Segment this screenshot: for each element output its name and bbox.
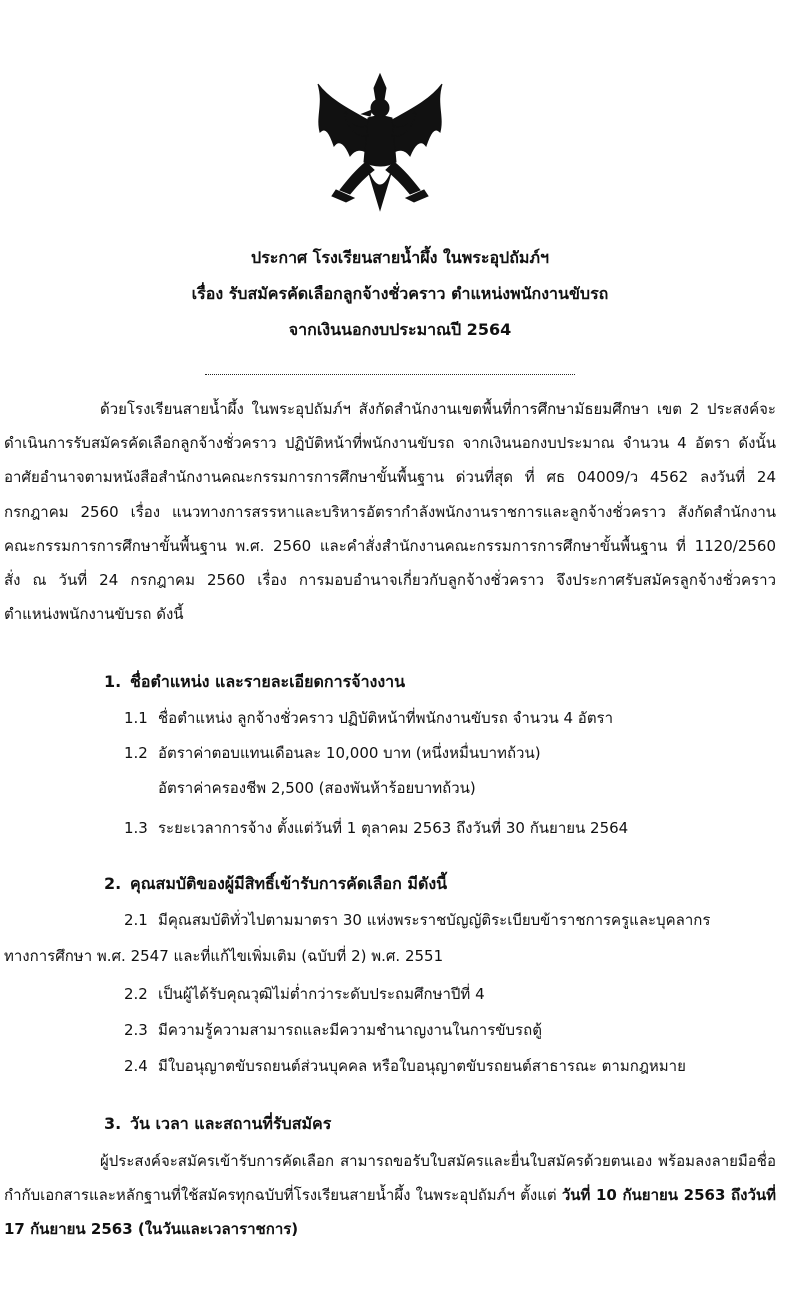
section-2-item-1: 2.1 มีคุณสมบัติทั่วไปตามมาตรา 30 แห่งพระราชบัญญัติระเบียบข้าราชการครูและบุคลากร — [124, 911, 711, 929]
section-1-item-2-continued: อัตราค่าครองชีพ 2,500 (สองพันห้าร้อยบาทถ้วน) — [158, 779, 476, 797]
document-title: ประกาศ โรงเรียนสายน้ำผึ้ง ในพระอุปถัมภ์ฯ — [251, 248, 549, 267]
intro-paragraph — [4, 392, 776, 631]
section-3-paragraph — [4, 1144, 776, 1247]
dotted-divider — [205, 360, 575, 375]
section-2-item-1-continued: ทางการศึกษา พ.ศ. 2547 และที่แก้ไขเพิ่มเติม (ฉบับที่ 2) พ.ศ. 2551 — [4, 947, 444, 965]
section-2-item-3: 2.3 มีความรู้ความสามารถและมีความชำนาญงานในการขับรถตู้ — [124, 1021, 542, 1039]
application-dates: วันที่ 10 กันยายน 2563 ถึงวันที่ 17 กันยายน 2563 (ในวันและเวลาราชการ) — [4, 1186, 777, 1239]
section-2-item-4: 2.4 มีใบอนุญาตขับรถยนต์ส่วนบุคคล หรือใบอนุญาตขับรถยนต์สาธารณะ ตามกฎหมาย — [124, 1057, 686, 1075]
garuda-emblem-icon — [310, 70, 450, 220]
section-3-text: ผู้ประสงค์จะสมัครเข้ารับการคัดเลือก สามารถขอรับใบสมัครและยื่นใบสมัครด้วยตนเอง พร้อมลงลายมือชื่อกำกับเอกสารและหลักฐานที่ใช้สมัครทุกฉบับที่โรงเรียนสายน้ำผึ้ง ในพระอุปถัมภ์ฯ ตั้งแต่ — [4, 1152, 776, 1205]
section-3-heading: 3. วัน เวลา และสถานที่รับสมัคร — [104, 1114, 332, 1133]
section-2-heading: 2. คุณสมบัติของผู้มีสิทธิ์เข้ารับการคัดเลือก มีดังนี้ — [104, 874, 448, 893]
document-subject: เรื่อง รับสมัครคัดเลือกลูกจ้างชั่วคราว ตำแหน่งพนักงานขับรถ — [191, 284, 609, 303]
section-1-item-2: 1.2 อัตราค่าตอบแทนเดือนละ 10,000 บาท (หนึ่งหมื่นบาทถ้วน) — [124, 744, 541, 762]
intro-text: ด้วยโรงเรียนสายน้ำผึ้ง ในพระอุปถัมภ์ฯ สังกัดสำนักงานเขตพื้นที่การศึกษามัธยมศึกษา เขต 2 ประสงค์จะดำเนินการรับสมัครคัดเลือกลูกจ้างชั่วคราว ปฏิบัติหน้าที่พนักงานขับรถ จากเงินนอกงบประมาณ จำนวน 4 อัตรา ดังนั้นอาศัยอำนาจตามหนังสือสำนักงานคณะกรรมการการศึกษาขั้นพื้นฐาน ด่วนที่สุด ที่ ศธ 04009/ว 4562 ลงวันที่ 24 กรกฎาคม 2560 เรื่อง แนวทางการสรรหาและบริหารอัตรากำลังพนักงานราชการและลูกจ้างชั่วคราว สังกัดสำนักงานคณะกรรมการการศึกษาขั้นพื้นฐาน พ.ศ. 2560 และคำสั่งสำนักงานคณะกรรมการการศึกษาขั้นพื้นฐาน ที่ 1120/2560 สั่ง ณ วันที่ 24 กรกฎาคม 2560 เรื่อง การมอบอำนาจเกี่ยวกับลูกจ้างชั่วคราว จึงประกาศรับสมัครลูกจ้างชั่วคราว ตำแหน่งพนักงานขับรถ ดังนี้ — [4, 400, 776, 624]
document-budget-year: จากเงินนอกงบประมาณปี 2564 — [288, 320, 512, 339]
section-1-heading: 1. ชื่อตำแหน่ง และรายละเอียดการจ้างงาน — [104, 672, 406, 691]
section-2-item-2: 2.2 เป็นผู้ได้รับคุณวุฒิไม่ต่ำกว่าระดับประถมศึกษาปีที่ 4 — [124, 985, 485, 1003]
section-1-item-1: 1.1 ชื่อตำแหน่ง ลูกจ้างชั่วคราว ปฏิบัติหน้าที่พนักงานขับรถ จำนวน 4 อัตรา — [124, 709, 614, 727]
section-1-item-3: 1.3 ระยะเวลาการจ้าง ตั้งแต่วันที่ 1 ตุลาคม 2563 ถึงวันที่ 30 กันยายน 2564 — [124, 819, 629, 837]
